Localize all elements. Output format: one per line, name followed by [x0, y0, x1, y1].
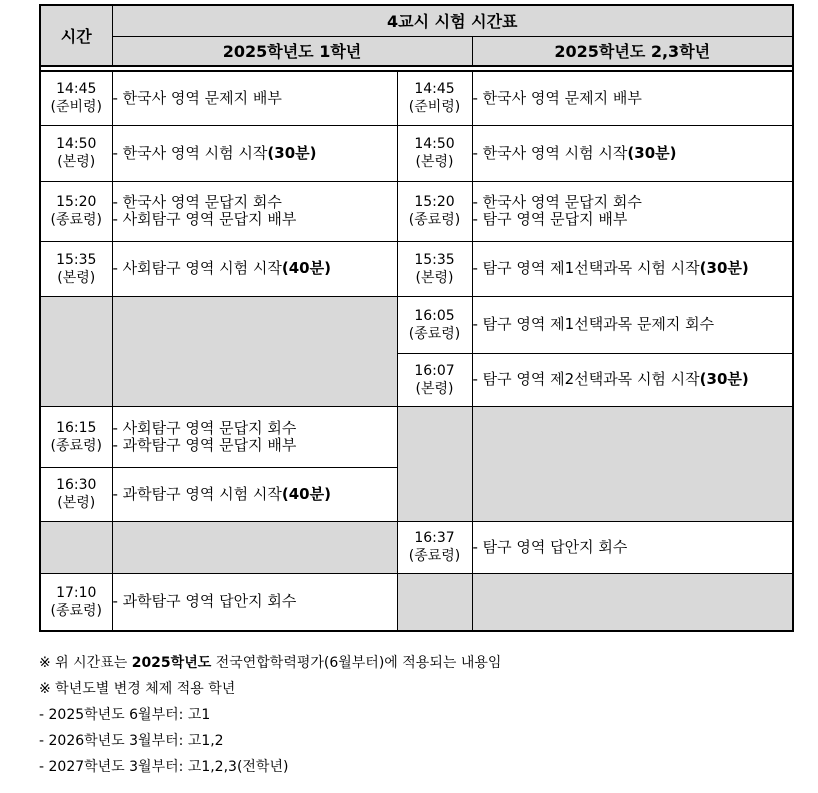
time-cell: [40, 241, 112, 296]
bell-type: (본령): [415, 269, 454, 286]
table-row: [40, 406, 793, 467]
table-row: [40, 125, 793, 181]
time-cell: [397, 181, 472, 241]
event-cell: [112, 125, 397, 181]
table-row: [40, 296, 793, 353]
event-text: - 과학탐구 영역 문답지 배부: [112, 435, 297, 454]
bell-type: (종료령): [50, 437, 102, 454]
footnotes: [39, 650, 501, 780]
event-cell: [112, 241, 397, 296]
time-value: 16:30: [56, 477, 97, 493]
bell-type: (본령): [57, 269, 96, 286]
event-cell: [112, 573, 397, 631]
time-cell: [40, 181, 112, 241]
empty-cell: [40, 521, 112, 573]
bell-type: (본령): [415, 154, 454, 170]
event-text: - 한국사 영역 문제지 배부: [112, 88, 282, 107]
event-cell: [112, 467, 397, 521]
note-emphasis: 2025학년도: [131, 655, 212, 671]
bell-type: (종료령): [408, 325, 461, 342]
event-text: - 사회탐구 영역 시험 시작: [112, 259, 282, 277]
event-text: - 과학탐구 영역 답안지 회수: [112, 592, 297, 611]
table-row: [40, 521, 793, 573]
grade23-column-header: 2025학년도 2,3학년: [472, 36, 793, 66]
empty-cell: [40, 296, 112, 406]
event-cell: [472, 353, 793, 406]
event-text: - 탐구 영역 답안지 회수: [472, 537, 628, 556]
time-cell: [40, 467, 112, 521]
time-value: 15:35: [414, 251, 455, 268]
time-value: 15:35: [56, 251, 97, 268]
event-text: - 과학탐구 영역 시험 시작: [112, 484, 282, 503]
time-cell: [40, 125, 112, 181]
event-text: - 한국사 영역 문답지 회수: [112, 193, 282, 211]
time-value: 16:07: [414, 362, 455, 379]
event-text: - 사회탐구 영역 문답지 배부: [112, 210, 297, 228]
time-cell: [40, 71, 112, 125]
exam-schedule-table: [39, 4, 794, 632]
event-cell: [472, 71, 793, 125]
time-value: 14:45: [414, 81, 455, 98]
time-value: 16:05: [414, 307, 455, 324]
empty-cell: [472, 406, 793, 521]
event-text: - 한국사 영역 문제지 배부: [472, 88, 642, 107]
time-cell: [397, 241, 472, 296]
empty-cell: [112, 296, 397, 406]
event-cell: [112, 406, 397, 467]
event-text: - 한국사 영역 문답지 회수: [472, 193, 642, 211]
grade1-column-header: 2025학년도 1학년: [112, 36, 472, 66]
empty-cell: [397, 573, 472, 631]
bell-type: (종료령): [50, 602, 102, 619]
time-cell: [397, 296, 472, 353]
bell-type: (본령): [415, 380, 454, 397]
event-cell: [472, 521, 793, 573]
bell-type: (종료령): [408, 548, 461, 564]
duration-text: (30분): [699, 259, 749, 277]
time-value: 16:37: [414, 530, 455, 546]
note-line: [39, 650, 501, 676]
time-cell: [397, 521, 472, 573]
table-row: [40, 181, 793, 241]
event-text: - 탐구 영역 제2선택과목 시험 시작: [472, 370, 700, 388]
duration-text: (30분): [267, 143, 317, 162]
duration-text: (40분): [281, 259, 331, 277]
note-text: 전국연합학력평가(6월부터)에 적용되는 내용임: [211, 655, 502, 671]
bell-type: (본령): [57, 154, 96, 170]
time-value: 16:15: [56, 419, 97, 436]
event-text: - 탐구 영역 제1선택과목 문제지 회수: [472, 315, 715, 333]
note-line: - 2026학년도 3월부터: 고1,2: [39, 733, 224, 749]
table-row: [40, 241, 793, 296]
event-cell: [472, 181, 793, 241]
note-line: ※ 학년도별 변경 체제 적용 학년: [39, 681, 236, 697]
event-text: - 한국사 영역 시험 시작: [112, 143, 268, 162]
time-value: 14:50: [56, 136, 97, 152]
time-cell: [40, 573, 112, 631]
duration-text: (40분): [281, 484, 331, 503]
event-cell: [472, 125, 793, 181]
time-value: 15:20: [414, 194, 455, 210]
bell-type: (준비령): [408, 99, 461, 116]
time-value: 15:20: [56, 194, 97, 210]
event-text: - 탐구 영역 문답지 배부: [472, 210, 628, 228]
event-cell: [112, 71, 397, 125]
time-cell: [397, 353, 472, 406]
time-column-header: 시간: [40, 5, 112, 66]
empty-cell: [112, 521, 397, 573]
bell-type: (준비령): [50, 99, 102, 116]
note-line: - 2027학년도 3월부터: 고1,2,3(전학년): [39, 759, 289, 775]
table-row: [40, 573, 793, 631]
event-text: - 탐구 영역 제1선택과목 시험 시작: [472, 259, 700, 277]
time-value: 14:45: [56, 81, 97, 98]
event-text: - 한국사 영역 시험 시작: [472, 143, 628, 162]
duration-text: (30분): [627, 143, 677, 162]
event-text: - 사회탐구 영역 문답지 회수: [112, 418, 297, 437]
event-cell: [472, 296, 793, 353]
note-text: ※ 위 시간표는: [39, 655, 132, 671]
duration-text: (30분): [699, 370, 749, 388]
table-row: [40, 71, 793, 125]
time-cell: [397, 125, 472, 181]
table-title: 4교시 시험 시간표: [112, 5, 793, 36]
bell-type: (본령): [57, 495, 96, 511]
bell-type: (종료령): [408, 212, 461, 228]
time-value: 14:50: [414, 136, 455, 152]
note-line: - 2025학년도 6월부터: 고1: [39, 707, 211, 723]
time-value: 17:10: [56, 584, 97, 601]
time-cell: [397, 71, 472, 125]
empty-cell: [397, 406, 472, 521]
bell-type: (종료령): [50, 212, 102, 228]
event-cell: [112, 181, 397, 241]
time-cell: [40, 406, 112, 467]
empty-cell: [472, 573, 793, 631]
event-cell: [472, 241, 793, 296]
